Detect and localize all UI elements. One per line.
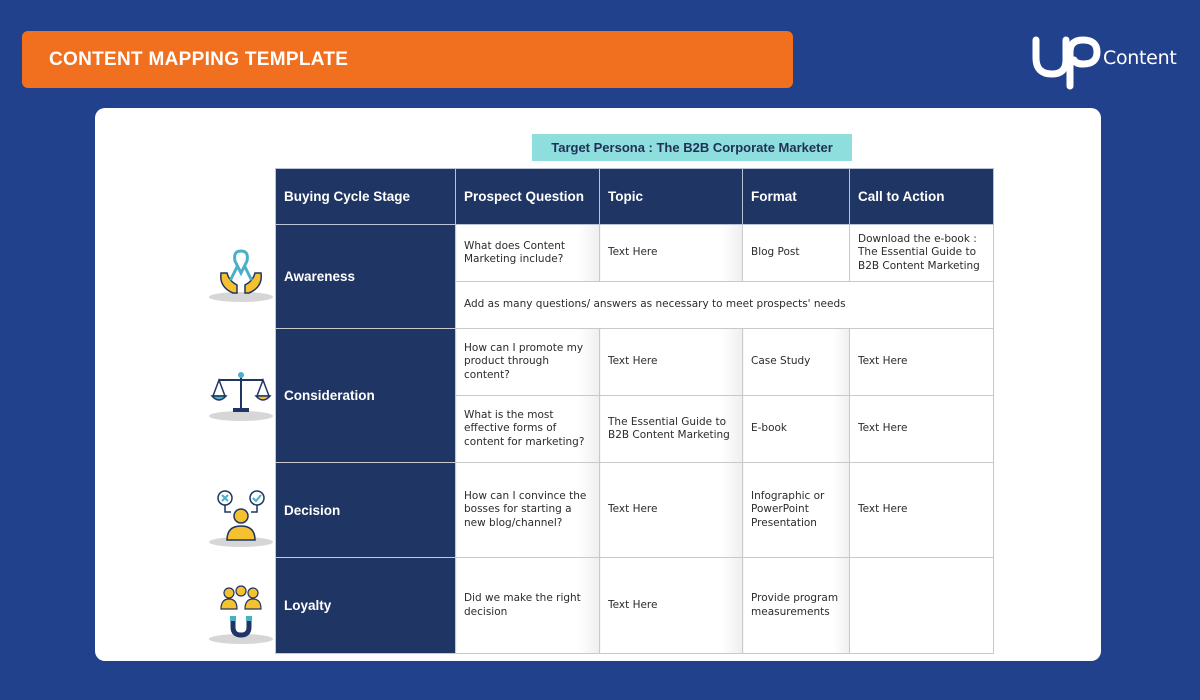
persona-label: Target Persona : The B2B Corporate Marketer <box>532 134 852 161</box>
call-to-action-cell: Text Here <box>850 463 994 558</box>
awareness-note: Add as many questions/ answers as necessary to meet prospects' needs <box>456 282 994 329</box>
header-format: Format <box>743 169 850 225</box>
prospect-question-cell: Did we make the right decision <box>456 558 600 654</box>
brand-logo-mark <box>1030 30 1102 90</box>
prospect-question-cell: How can I convince the bosses for starting a new blog/channel? <box>456 463 600 558</box>
topic-cell: Text Here <box>600 329 743 396</box>
table-row <box>276 558 994 654</box>
stage-decision: Decision <box>276 463 456 558</box>
stage-consideration: Consideration <box>276 329 456 463</box>
brand-logo-text: Content <box>1103 47 1177 69</box>
call-to-action-cell <box>850 558 994 654</box>
format-cell: Provide program measurements <box>743 558 850 654</box>
prospect-question-cell: What does Content Marketing include? <box>456 225 600 282</box>
header-topic: Topic <box>600 169 743 225</box>
call-to-action-cell: Text Here <box>850 329 994 396</box>
format-cell: E-book <box>743 396 850 463</box>
call-to-action-cell: Download the e-book : The Essential Guide to B2B Content Marketing <box>850 225 994 282</box>
decision-person-icon <box>207 486 275 554</box>
topic-cell: Text Here <box>600 463 743 558</box>
prospect-question-cell: What is the most effective forms of content for marketing? <box>456 396 600 463</box>
title-banner <box>22 31 793 88</box>
page-title: CONTENT MAPPING TEMPLATE <box>49 48 349 70</box>
brand-logo <box>1030 30 1180 90</box>
format-cell: Case Study <box>743 329 850 396</box>
format-cell: Infographic or PowerPoint Presentation <box>743 463 850 558</box>
topic-cell: The Essential Guide to B2B Content Marketing <box>600 396 743 463</box>
balance-scale-icon <box>207 362 275 430</box>
header-prospect-question: Prospect Question <box>456 169 600 225</box>
topic-cell: Text Here <box>600 225 743 282</box>
stage-awareness: Awareness <box>276 225 456 329</box>
header-buying-cycle-stage: Buying Cycle Stage <box>276 169 456 225</box>
stage-loyalty: Loyalty <box>276 558 456 654</box>
table-row <box>276 463 994 558</box>
table-row <box>276 329 994 396</box>
content-map-table <box>275 168 994 654</box>
call-to-action-cell: Text Here <box>850 396 994 463</box>
format-cell: Blog Post <box>743 225 850 282</box>
table-header-row <box>276 169 994 225</box>
topic-cell: Text Here <box>600 558 743 654</box>
prospect-question-cell: How can I promote my product through content? <box>456 329 600 396</box>
loyalty-magnet-people-icon <box>207 583 275 651</box>
table-row <box>276 225 994 282</box>
header-call-to-action: Call to Action <box>850 169 994 225</box>
awareness-ribbon-hands-icon <box>207 243 275 311</box>
